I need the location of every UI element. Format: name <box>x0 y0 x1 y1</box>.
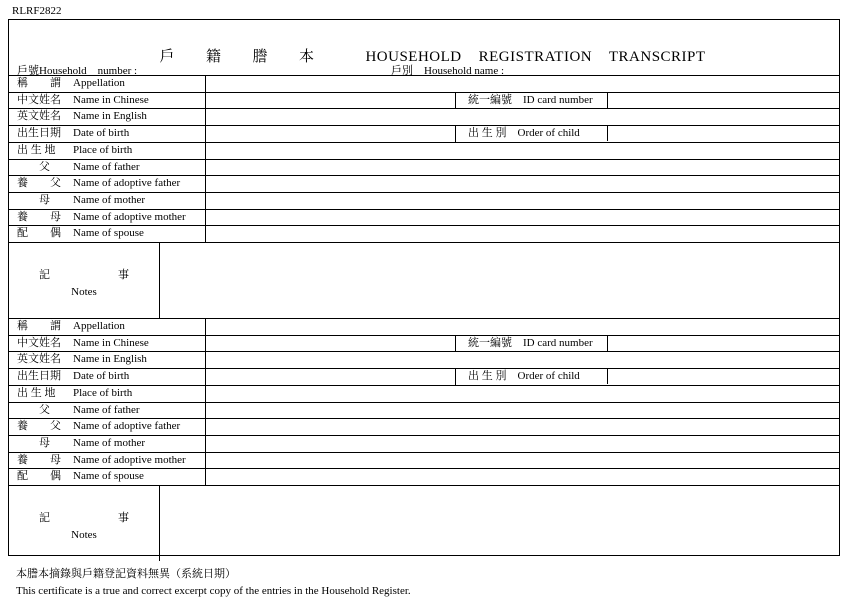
field-label-row <box>9 142 205 158</box>
field-label-zh: 母 <box>17 193 50 206</box>
field-label-en: Name of adoptive mother <box>73 210 186 223</box>
form-code: RLRF2822 <box>12 5 62 17</box>
notes-char-right: 事 <box>118 269 129 281</box>
field-label-row <box>9 468 205 484</box>
field-label-row <box>9 402 205 418</box>
field-value-2-6[interactable] <box>206 418 839 434</box>
field-label-row <box>9 225 205 241</box>
field-value-1-8[interactable] <box>206 209 839 225</box>
field-label-en: Appellation <box>73 77 125 89</box>
field-label-zh: 養 父 <box>17 420 61 433</box>
field-label-zh: 英文姓名 <box>17 353 61 366</box>
field-value-1-0[interactable] <box>206 75 839 91</box>
field-label-row <box>9 159 205 175</box>
field-value-2-2[interactable] <box>206 351 839 367</box>
field-label-zh: 配 偶 <box>17 470 61 483</box>
field-label-en: Name of father <box>73 160 140 173</box>
field-label-en: Name of mother <box>73 193 146 206</box>
field-label-row <box>9 418 205 434</box>
form-title-zh: 戶 籍 謄 本 <box>159 49 315 65</box>
field-label-row <box>9 125 205 141</box>
certification-statement-en: This certificate is a true and correct excerpt copy of the entries in the Household Register. <box>16 585 411 597</box>
id-card-number-label: 統一編號 ID card number <box>455 335 607 352</box>
field-label-zh: 父 <box>17 160 50 173</box>
notes-label <box>9 485 159 561</box>
field-label-row <box>9 351 205 367</box>
household-number-label: 戶號Household number : <box>17 65 138 77</box>
household-name-label: 戶別 Household name : <box>391 65 505 77</box>
field-label-zh: 出生日期 <box>17 127 61 140</box>
field-label-row <box>9 75 205 91</box>
notes-label <box>9 242 159 318</box>
order-of-child-label: 出 生 別 Order of child <box>455 368 607 385</box>
field-label-row <box>9 192 205 208</box>
notes-label-en: Notes <box>71 286 97 298</box>
form-title-en: HOUSEHOLD REGISTRATION TRANSCRIPT <box>365 49 706 65</box>
field-label-zh: 母 <box>17 436 50 449</box>
order-of-child-field[interactable] <box>607 368 838 384</box>
field-label-en: Name of adoptive mother <box>73 453 186 466</box>
certification-statement-zh: 本謄本摘錄與戶籍登記資料無異（系統日期） <box>16 568 236 580</box>
field-value-1-5[interactable] <box>206 159 839 175</box>
notes-char-left: 記 <box>39 512 50 524</box>
field-label-zh: 出 生 地 <box>17 386 56 399</box>
field-value-2-0[interactable] <box>206 318 839 334</box>
notes-field-2[interactable] <box>160 485 839 561</box>
notes-char-left: 記 <box>39 269 50 281</box>
order-of-child-field[interactable] <box>607 125 838 141</box>
field-value-2-8[interactable] <box>206 452 839 468</box>
field-label-en: Name of adoptive father <box>73 177 181 190</box>
id-card-number-label: 統一編號 ID card number <box>455 92 607 109</box>
field-label-en: Name in English <box>73 353 147 366</box>
field-label-en: Name of father <box>73 403 140 416</box>
notes-label-zh <box>39 266 129 282</box>
field-label-en: Name of spouse <box>73 470 144 483</box>
field-label-row <box>9 452 205 468</box>
field-value-1-4[interactable] <box>206 142 839 158</box>
field-label-en: Date of birth <box>73 127 130 140</box>
field-label-row <box>9 318 205 334</box>
field-label-row <box>9 108 205 124</box>
field-label-en: Name of adoptive father <box>73 420 181 433</box>
field-label-zh: 中文姓名 <box>17 336 61 349</box>
field-label-en: Name of mother <box>73 436 146 449</box>
field-value-2-7[interactable] <box>206 435 839 451</box>
field-label-en: Name in Chinese <box>73 93 149 106</box>
field-value-1-7[interactable] <box>206 192 839 208</box>
field-label-row <box>9 175 205 191</box>
field-label-zh: 配 偶 <box>17 227 61 240</box>
field-value-2-9[interactable] <box>206 468 839 484</box>
field-label-en: Name in English <box>73 110 147 123</box>
id-card-number-field[interactable] <box>607 92 838 108</box>
field-value-2-5[interactable] <box>206 402 839 418</box>
notes-label-zh <box>39 509 129 525</box>
field-label-zh: 養 父 <box>17 177 61 190</box>
field-label-zh: 稱 謂 <box>17 77 61 89</box>
field-label-zh: 英文姓名 <box>17 110 61 123</box>
order-of-child-label: 出 生 別 Order of child <box>455 125 607 142</box>
field-value-1-6[interactable] <box>206 175 839 191</box>
field-value-1-9[interactable] <box>206 225 839 241</box>
field-label-zh: 出 生 地 <box>17 143 56 156</box>
field-value-1-2[interactable] <box>206 108 839 124</box>
field-label-zh: 養 母 <box>17 210 61 223</box>
field-label-row <box>9 335 205 351</box>
field-label-zh: 出生日期 <box>17 370 61 383</box>
field-label-row <box>9 92 205 108</box>
field-label-zh: 養 母 <box>17 453 61 466</box>
field-label-en: Place of birth <box>73 143 133 156</box>
notes-char-right: 事 <box>118 512 129 524</box>
field-label-row <box>9 435 205 451</box>
field-label-row <box>9 385 205 401</box>
field-label-en: Name of spouse <box>73 227 144 240</box>
field-label-row <box>9 368 205 384</box>
notes-field-1[interactable] <box>160 242 839 318</box>
field-label-zh: 稱 謂 <box>17 320 61 332</box>
field-label-zh: 中文姓名 <box>17 93 61 106</box>
field-value-2-4[interactable] <box>206 385 839 401</box>
transcript-form <box>8 19 840 556</box>
field-label-en: Date of birth <box>73 370 130 383</box>
field-label-en: Name in Chinese <box>73 336 149 349</box>
id-card-number-field[interactable] <box>607 335 838 351</box>
notes-label-en: Notes <box>71 529 97 541</box>
field-label-en: Place of birth <box>73 386 133 399</box>
field-label-en: Appellation <box>73 320 125 332</box>
field-label-zh: 父 <box>17 403 50 416</box>
field-label-row <box>9 209 205 225</box>
